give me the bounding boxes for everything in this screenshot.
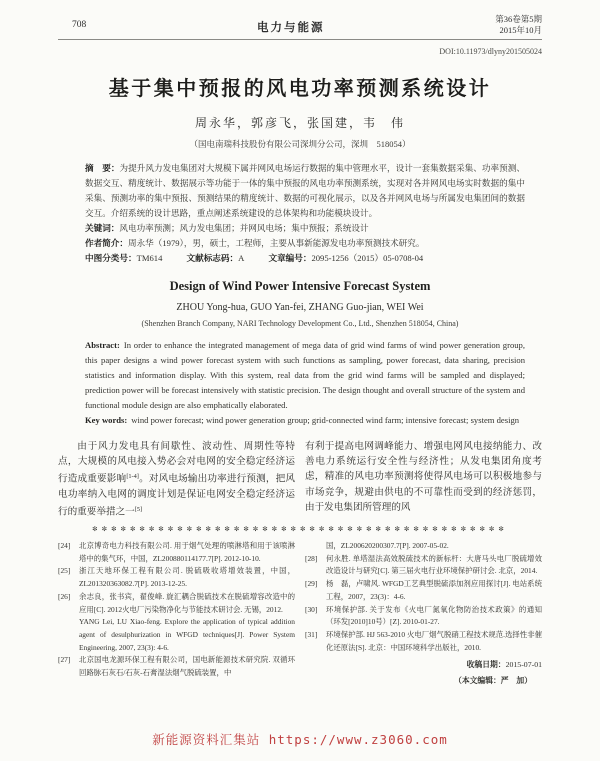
article-title-en: Design of Wind Power Intensive Forecast System	[169, 279, 431, 293]
body-paragraph-left	[58, 439, 295, 520]
reference-item	[305, 604, 542, 629]
page-number: 708	[72, 20, 87, 30]
clc-value: TM614	[136, 253, 163, 263]
clc-label: 中图分类号：	[85, 253, 137, 263]
keywords-zh	[85, 221, 525, 236]
received-date: 2015-07-01	[505, 660, 542, 670]
reference-text: 北京国电龙源环保工程有限公司，国电新能源技术研究院. 双循环回路脉石灰石/石灰-石膏湿法烟气脱硫装置，中	[79, 655, 295, 678]
author-bio	[85, 236, 525, 251]
article-id-value: 2095-1256（2015）05-0708-04	[311, 253, 424, 263]
affiliation-en: (Shenzhen Branch Company, NARI Technology Development Co., Ltd., Shenzhen 518054, China)	[141, 319, 459, 328]
reference-text: 何永胜. 单塔湿法高效脱硫技术的新标杆：大唐马头电厂脱硫增效改造设计与研究[C]. 第三届火电行业环境保护研讨会. 北京，2014.	[326, 553, 542, 576]
page-header	[58, 14, 542, 36]
watermark-text: 新能源资料汇集站 https://www.z3060.com	[152, 732, 448, 747]
editor-note: （本文编辑：严 加）	[454, 676, 532, 686]
keywords-en-text: wind power forecast; wind power generation group; grid-connected wind farm; intensive forecast; system design	[131, 415, 520, 425]
issue-volume: 第36卷第5期	[495, 14, 542, 24]
reference-number: [26]	[58, 591, 71, 601]
reference-number: [27]	[58, 655, 71, 665]
abstract-en	[85, 338, 525, 413]
keywords-en	[85, 413, 525, 428]
reference-number: [25]	[58, 566, 71, 576]
reference-item	[305, 553, 542, 578]
header-rule	[58, 39, 542, 40]
reference-text: 杨 磊，卢啸风. WFGD工艺典型脱硫添加剂应用探讨[J]. 电站系统工程，2007，23(3)：4-6.	[326, 579, 542, 601]
affiliation-zh: （国电南瑞科技股份有限公司深圳分公司，深圳 518054）	[189, 139, 411, 149]
reference-number: [24]	[58, 541, 71, 551]
reference-text: YANG Lei, LU Xiao-feng. Explore the application of typical addition agent of desulphurization in WFGD techniques[J]. Power System Engineering, 2007, 23(3): 4-6.	[79, 617, 295, 652]
doi-text: DOI:10.11973/dlyny201505024	[439, 47, 542, 56]
english-meta-block	[85, 338, 525, 428]
reference-item	[58, 540, 295, 565]
reference-item	[58, 591, 295, 616]
bio-text: 周永华（1979），男，硕士，工程师，主要从事新能源发电功率预测技术研究。	[127, 238, 425, 248]
reference-item	[58, 654, 295, 679]
references-left-column	[58, 540, 295, 688]
journal-title: 电力与能源	[256, 22, 325, 34]
article-id-label: 文章编号：	[268, 253, 312, 263]
abstract-label: 摘 要：	[85, 163, 120, 173]
reference-number: [29]	[305, 579, 318, 589]
chinese-meta-block	[85, 161, 525, 266]
body-paragraph-right: 有利于提高电网调峰能力、增强电网风电接纳能力、改善电力系统运行安全性与经济性；从发电集团角度考虑，精准的风电功率预测将使得风电场可以积极地参与市场竞争，规避由供电的不可靠性而受到的经济惩罚，由于发电集团所管理的风	[305, 441, 542, 513]
reference-text: 余志良，张书宾，翟俊峰. 旋汇耦合脱硫技术在脱硫增容改造中的应用[C]. 2012火电厂污染物净化与节能技术研讨会. 无锡，2012.	[79, 591, 295, 614]
clc-pair	[85, 253, 162, 263]
reference-text: 环境保护部. 关于发布《火电厂氮氧化物防治技术政策》的通知（环发[2010]10号）[Z]. 2010-01-27.	[326, 604, 542, 627]
citation-superscript: [5]	[134, 506, 143, 514]
reference-item	[58, 616, 295, 654]
authors-zh: 周永华，郭彦飞，张国建，韦 伟	[194, 116, 405, 130]
keywords-label: 关键词：	[85, 223, 120, 233]
abstract-en-text: In order to enhance the integrated management of mega data of grid wind farms of wind power generation group, this paper designs a wind power forecast system with such functions as sampling, power forecast, data sharing, precision statistics and information display. With this system, real data from the grid wind farms will be sampled and displayed; prediction power will be forecast intensively with statistic precision. The design thought and overall structure of the system and functional module design are also emphatically elaborated.	[85, 340, 525, 410]
article-id-pair	[268, 253, 423, 263]
doc-code-pair	[187, 253, 245, 263]
reference-item	[305, 540, 542, 553]
reference-number	[58, 616, 79, 654]
body-left-text2: 。对风电场输出功率进行预测，把风电功率纳入电网的调度计划是保证电网安全稳定经济运行的重要举措之一	[58, 473, 296, 518]
authors-en: ZHOU Yong-hua, GUO Yan-fei, ZHANG Guo-jian, WEI Wei	[176, 302, 424, 313]
received-date-line	[305, 659, 542, 672]
body-columns	[58, 439, 542, 520]
keywords-text: 风电功率预测；风力发电集团；并网风电场；集中预报；系统设计	[119, 223, 369, 233]
doc-code-value: A	[238, 253, 245, 263]
references-right-column	[305, 540, 542, 688]
reference-text: 浙江天地环保工程有限公司. 脱硫吸收塔增效装置，中国，ZL201320363082.7[P]. 2013-12-25.	[79, 566, 295, 589]
abstract-text: 为提升风力发电集团对大规模下属并网风电场运行数据的集中管理水平，设计一套集数据采集、功率预测、数据交互、精度统计、数据展示等功能于一体的集中预报的风电功率预测系统，实现对各并网风电场实时数据的集中采集、预测功率的集中预报、预测结果的精度统计、数据的可视化展示，以及各并网风电场与所属发电集团间的数据交互。介绍系统的设计思路，重点阐述系统建设的总体架构和功能模块设计。	[85, 163, 525, 218]
bio-label: 作者简介：	[85, 238, 128, 248]
reference-number: [31]	[305, 629, 318, 639]
body-left-text1: 由于风力发电具有间歇性、波动性、周期性等特点，大规模的风电接入势必会对电网的安全稳定经济运行造成重要影响	[58, 441, 295, 485]
reference-number	[305, 540, 326, 553]
reference-number: [28]	[305, 553, 318, 563]
citation-superscript: [1-4]	[126, 473, 139, 481]
reference-text: 环境保护部. HJ 563-2010 火电厂烟气脱硝工程技术规范.选择性非催化还原法[S]. 北京：中国环境科学出版社，2010.	[326, 629, 542, 652]
issue-date: 2015年10月	[499, 25, 542, 35]
reference-item	[305, 629, 542, 654]
reference-item	[305, 578, 542, 603]
received-label: 收稿日期：	[466, 660, 506, 670]
doc-code-label: 文献标志码：	[186, 253, 239, 263]
abstract-en-label: Abstract:	[85, 340, 120, 350]
article-title-zh: 基于集中预报的风电功率预测系统设计	[108, 78, 492, 100]
reference-text: 国，ZL200620200307.7[P]. 2007-05-02.	[326, 541, 449, 551]
reference-item	[58, 565, 295, 590]
issue-info	[495, 14, 542, 36]
reference-text: 北京博奇电力科技有限公司. 用于烟气处理的喷淋塔和用于该喷淋塔中的集气环，中国，ZL200880114177.7[P]. 2012-10-10.	[79, 541, 295, 563]
ornament-divider: ✼✼✼✼✼✼✼✼✼✼✼✼✼✼✼✼✼✼✼✼✼✼✼✼✼✼✼✼✼✼✼✼✼✼✼✼✼✼✼✼✼✼✼✼	[92, 526, 508, 534]
references-columns	[58, 540, 542, 688]
keywords-en-label: Key words:	[85, 415, 128, 425]
classification-line	[85, 251, 525, 266]
abstract-zh	[85, 161, 525, 221]
reference-number: [30]	[305, 604, 318, 614]
